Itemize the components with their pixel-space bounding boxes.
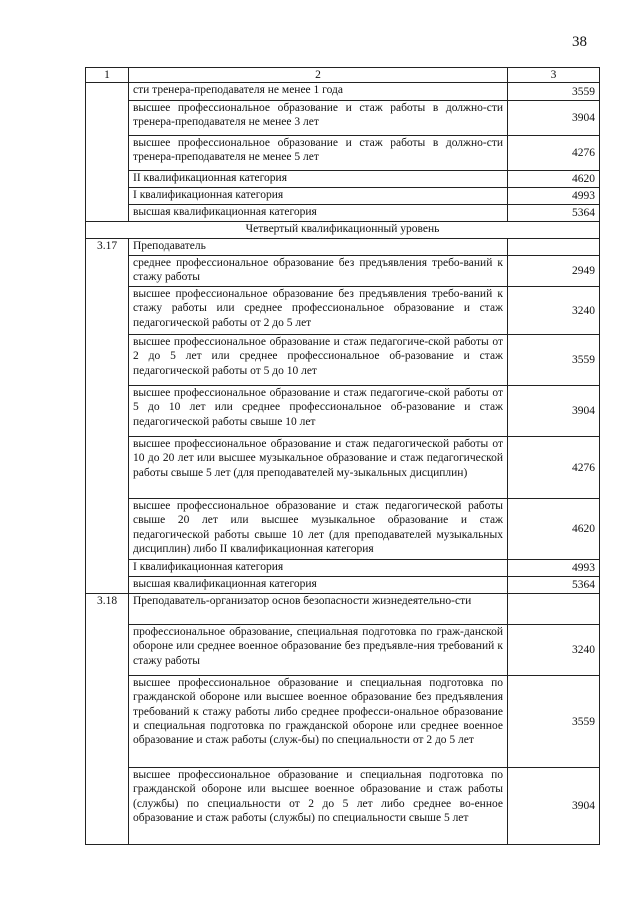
value-cell: 4993	[508, 560, 600, 577]
description-cell: II квалификационная категория	[129, 171, 508, 188]
value-cell	[508, 239, 600, 256]
value-cell: 3904	[508, 768, 600, 845]
table-row	[86, 499, 600, 560]
table-row	[86, 171, 600, 188]
page-number: 38	[572, 34, 587, 50]
value-cell: 2949	[508, 256, 600, 287]
value-cell: 3904	[508, 386, 600, 437]
group-title-row	[86, 239, 600, 256]
description-cell: высшее профессиональное образование без предъявления требо-ваний к стажу работы или среднее профессиональное образование и стаж педагогической работы от 2 до 5 лет	[129, 287, 508, 335]
table-row	[86, 136, 600, 171]
description-cell: высшее профессиональное образование и стаж педагогической работы свыше 20 лет или высшее музыкальное образование и стаж педагогической работы свыше 10 лет (для преподавателей музыкальных дисциплин) либо II квалификационная категория	[129, 499, 508, 560]
row-number: 3.17	[86, 239, 129, 256]
value-cell: 3904	[508, 101, 600, 136]
salary-table	[85, 67, 600, 845]
value-cell: 5364	[508, 205, 600, 222]
description-cell: высшее профессиональное образование и стаж педагогиче-ской работы от 5 до 10 лет или среднее профессиональное об-разование и стаж педагогической работы свыше 10 лет	[129, 386, 508, 437]
description-cell: высшее профессиональное образование и стаж педагогической работы от 10 до 20 лет или высшее музыкальное образование и стаж педагогической работы свыше 5 лет (для преподавателей му-зыкальных дисциплин)	[129, 437, 508, 499]
header-col-1: 1	[86, 68, 129, 83]
group-title-row	[86, 594, 600, 625]
group-title: Преподаватель	[129, 239, 508, 256]
value-cell: 4620	[508, 499, 600, 560]
row-number-cell	[86, 83, 129, 101]
value-cell: 3240	[508, 287, 600, 335]
description-cell: высшее профессиональное образование и стаж работы в должно-сти тренера-преподавателя не менее 3 лет	[129, 101, 508, 136]
description-cell: профессиональное образование, специальная подготовка по граж-данской обороне или среднее военное образование без предъявле-ния требований к стажу работы	[129, 625, 508, 676]
value-cell: 3559	[508, 83, 600, 101]
table-row	[86, 335, 600, 386]
table-row	[86, 83, 600, 101]
value-cell: 4276	[508, 136, 600, 171]
value-cell: 3240	[508, 625, 600, 676]
value-cell: 4276	[508, 437, 600, 499]
table-row	[86, 577, 600, 594]
table-row	[86, 188, 600, 205]
description-cell: I квалификационная категория	[129, 188, 508, 205]
section-row	[86, 222, 600, 239]
value-cell: 4620	[508, 171, 600, 188]
table-row	[86, 256, 600, 287]
header-col-3: 3	[508, 68, 600, 83]
value-cell: 5364	[508, 577, 600, 594]
description-cell: высшее профессиональное образование и стаж педагогиче-ской работы от 2 до 5 лет или среднее профессиональное об-разование и стаж педагогической работы от 5 до 10 лет	[129, 335, 508, 386]
description-cell: высшее профессиональное образование и стаж работы в должно-сти тренера-преподавателя не менее 5 лет	[129, 136, 508, 171]
description-cell: I квалификационная категория	[129, 560, 508, 577]
table-row	[86, 625, 600, 676]
header-col-2: 2	[129, 68, 508, 83]
table-row	[86, 205, 600, 222]
table-row	[86, 560, 600, 577]
description-cell: высшая квалификационная категория	[129, 577, 508, 594]
description-cell: высшее профессиональное образование и специальная подготовка по гражданской обороне или высшее военное образование и стаж работы (службы) по специальности от 2 до 5 лет либо среднее во-енное образование и стаж работы (службы) по специальности свыше 5 лет	[129, 768, 508, 845]
description-cell: высшее профессиональное образование и специальная подготовка по гражданской обороне или высшее военное образование без предъявления требований к стажу работы либо среднее професси-ональное образование и специальная подготовка по гражданской обороне или среднее военное образование и стаж работы (служ-бы) по специальности от 2 до 5 лет	[129, 676, 508, 768]
value-cell: 3559	[508, 676, 600, 768]
table-row	[86, 101, 600, 136]
row-number: 3.18	[86, 594, 129, 625]
description-cell: среднее профессиональное образование без предъявления требо-ваний к стажу работы	[129, 256, 508, 287]
value-cell: 4993	[508, 188, 600, 205]
description-cell: высшая квалификационная категория	[129, 205, 508, 222]
table-row	[86, 768, 600, 845]
value-cell: 3559	[508, 335, 600, 386]
value-cell	[508, 594, 600, 625]
table-row	[86, 287, 600, 335]
group-title: Преподаватель-организатор основ безопасности жизнедеятельно-сти	[129, 594, 508, 625]
table-row	[86, 386, 600, 437]
section-title: Четвертый квалификационный уровень	[86, 222, 600, 239]
description-cell: сти тренера-преподавателя не менее 1 года	[129, 83, 508, 101]
table-row	[86, 676, 600, 768]
table-row	[86, 437, 600, 499]
table-header-row	[86, 68, 600, 83]
